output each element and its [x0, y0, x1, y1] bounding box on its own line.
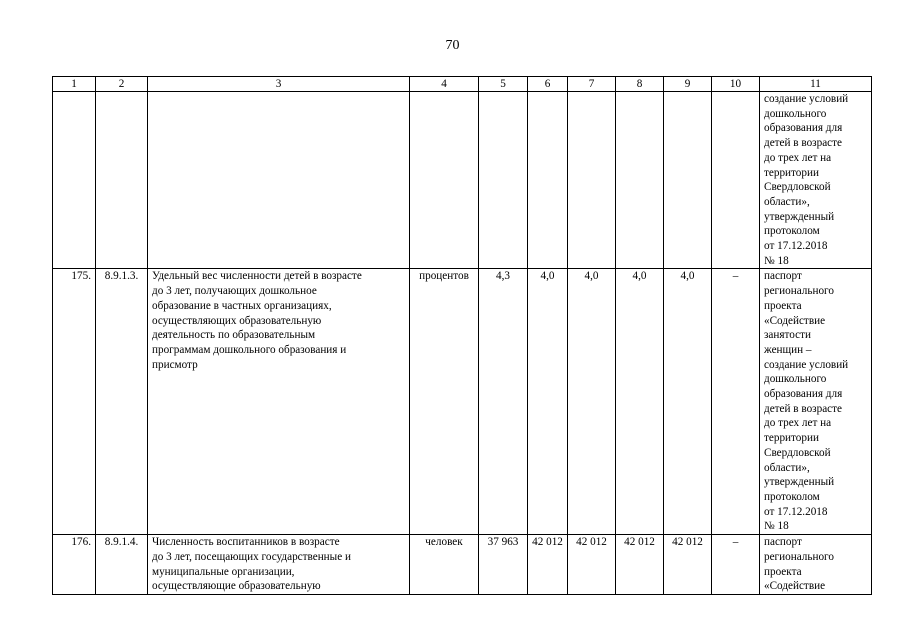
row-code: 8.9.1.3.: [96, 269, 148, 535]
table-row-continuation: [53, 92, 872, 269]
source-cell: паспорт регионального проекта «Содействие: [760, 535, 872, 595]
value-col-10: –: [712, 269, 760, 535]
indicators-table: [52, 76, 872, 595]
unit-cell: процентов: [410, 269, 479, 535]
header-col-11: 11: [760, 77, 872, 92]
header-col-4: 4: [410, 77, 479, 92]
row-code: 8.9.1.4.: [96, 535, 148, 595]
value-col-6: 4,0: [528, 269, 568, 535]
header-col-1: 1: [53, 77, 96, 92]
indicator-name: Удельный вес численности детей в возрасте до 3 лет, получающих дошкольное образование в частных организациях, осуществляющих образовательную деятельность по образовательным программам дошкольного образования и присмотр: [148, 269, 410, 535]
header-col-5: 5: [479, 77, 528, 92]
value-col-5: 37 963: [479, 535, 528, 595]
header-col-6: 6: [528, 77, 568, 92]
header-col-10: 10: [712, 77, 760, 92]
indicator-name: Численность воспитанников в возрасте до 3 лет, посещающих государственные и муниципальные организации, осуществляющие образовательную: [148, 535, 410, 595]
header-row: [53, 77, 872, 92]
value-col-7: 4,0: [568, 269, 616, 535]
source-cell: паспорт регионального проекта «Содействие занятости женщин – создание условий дошкольного образования для детей в возрасте до трех лет на территории Свердловской области», утвержденный протоколом от 17.12.2018 № 18: [760, 269, 872, 535]
value-col-8: 42 012: [616, 535, 664, 595]
value-col-9: 42 012: [664, 535, 712, 595]
header-col-7: 7: [568, 77, 616, 92]
table-row: [53, 269, 872, 535]
value-col-6: 42 012: [528, 535, 568, 595]
value-col-7: 42 012: [568, 535, 616, 595]
value-col-9: 4,0: [664, 269, 712, 535]
value-col-10: –: [712, 535, 760, 595]
header-col-8: 8: [616, 77, 664, 92]
header-col-3: 3: [148, 77, 410, 92]
row-number: 175.: [53, 269, 96, 535]
row-number: 176.: [53, 535, 96, 595]
value-col-8: 4,0: [616, 269, 664, 535]
page-number: 70: [445, 38, 460, 53]
header-col-9: 9: [664, 77, 712, 92]
header-col-2: 2: [96, 77, 148, 92]
continuation-source-cell: создание условий дошкольного образования для детей в возрасте до трех лет на территории Свердловской области», утвержденный протоколом от 17.12.2018 № 18: [760, 92, 872, 269]
unit-cell: человек: [410, 535, 479, 595]
table-row: [53, 535, 872, 595]
value-col-5: 4,3: [479, 269, 528, 535]
